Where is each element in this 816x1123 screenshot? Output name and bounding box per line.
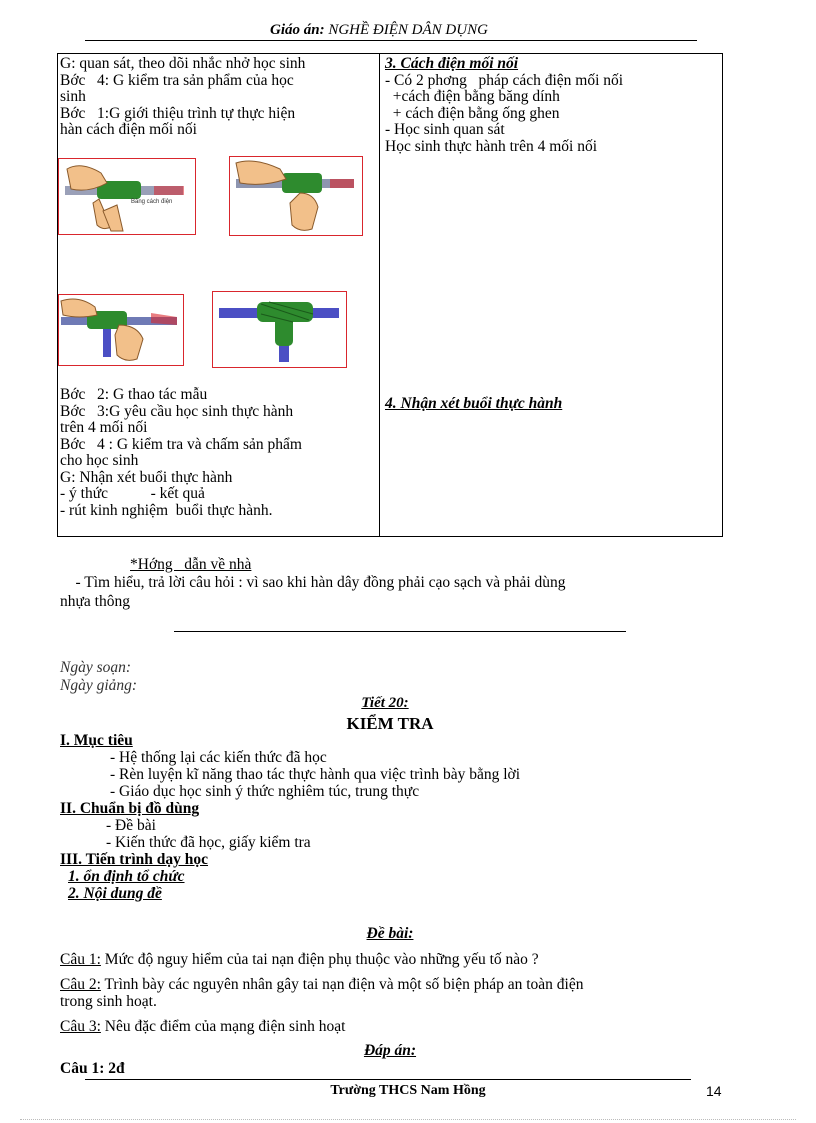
section-heading-4: 4. Nhận xét buổi thực hành	[385, 395, 563, 412]
header-title: NGHỀ ĐIỆN DÂN DỤNG	[324, 22, 488, 38]
left-line: Bớc 4 : G kiểm tra và chấm sản phẩm	[60, 435, 302, 453]
left-cell-top	[60, 56, 305, 139]
right-line: - Có 2 phơng pháp cách điện mối nối	[385, 71, 624, 89]
page-number: 14	[706, 1083, 722, 1099]
left-line: G: quan sát, theo dõi nhắc nhở học sinh	[60, 55, 306, 72]
procedure-step: 2. Nội dung đề	[68, 885, 162, 902]
table-column-divider	[379, 53, 380, 537]
illustration-tape-wrap-3	[58, 294, 184, 366]
homework-line: - Tìm hiểu, trả lời câu hỏi : vì sao khi hàn dây đồng phải cạo sạch và phải dùng	[60, 574, 566, 591]
header-rule	[85, 40, 697, 41]
procedure-step: 1. ổn định tổ chức	[68, 868, 185, 885]
right-line: - Học sinh quan sát	[385, 121, 505, 138]
footer-rule	[85, 1079, 691, 1080]
left-line: sinh	[60, 88, 86, 105]
question-text: Nêu đặc điểm của mạng điện sinh hoạt	[100, 1018, 346, 1035]
page-header	[270, 22, 488, 39]
left-line: Bớc 4: G kiểm tra sản phẩm của học	[60, 71, 294, 89]
right-line: +cách điện bằng băng dính	[385, 88, 560, 105]
illustration-tape-wrap-1	[58, 158, 196, 235]
objective-item: - Hệ thống lại các kiến thức đã học	[110, 749, 327, 766]
section-objectives: I. Mục tiêu	[60, 732, 133, 749]
lesson-title: KIỂM TRA	[346, 714, 434, 733]
objective-item: - Giáo dục học sinh ý thức nghiêm túc, trung thực	[110, 783, 420, 800]
page-edge	[20, 1119, 796, 1120]
question-label: Câu 2:	[60, 976, 101, 993]
question-2	[60, 976, 583, 993]
section-preparation: II. Chuẩn bị đồ dùng	[60, 800, 200, 817]
left-line: Bớc 3:G yêu cầu học sinh thực hành	[60, 402, 294, 420]
left-line: - rút kinh nghiệm buổi thực hành.	[60, 501, 273, 519]
header-prefix: Giáo án:	[270, 22, 325, 38]
tape-label: Băng cách điện	[131, 199, 173, 205]
date-prepared: Ngày soạn:	[60, 659, 132, 676]
question-label: Câu 1:	[60, 951, 101, 968]
left-line: G: Nhận xét buổi thực hành	[60, 468, 233, 486]
question-3	[60, 1018, 345, 1035]
left-line: - ý thức - kết quả	[60, 485, 205, 502]
question-2-cont: trong sinh hoạt.	[60, 993, 157, 1010]
finished-joint-image	[213, 292, 345, 366]
illustration-finished-t-joint	[212, 291, 347, 368]
question-label: Câu 3:	[60, 1018, 101, 1035]
preparation-item: - Đề bài	[106, 817, 156, 834]
answer-first: Câu 1: 2đ	[60, 1060, 125, 1077]
lesson-number: Tiết 20:	[361, 695, 409, 711]
right-cell	[385, 56, 623, 155]
hand-taping-image	[59, 159, 194, 233]
left-line: cho học sinh	[60, 452, 139, 469]
section-heading-3: 3. Cách điện mối nối	[385, 55, 519, 72]
hand-taping-image	[59, 295, 182, 364]
question-text: Trình bày các nguyên nhân gây tai nạn điện và một số biện pháp an toàn điện	[100, 976, 584, 993]
left-line: trên 4 mối nối	[60, 419, 148, 436]
objective-item: - Rèn luyện kĩ năng thao tác thực hành qua việc trình bày bằng lời	[110, 766, 521, 783]
left-line: Bớc 2: G thao tác mẫu	[60, 386, 208, 403]
preparation-item: - Kiến thức đã học, giấy kiểm tra	[106, 834, 311, 851]
footer-school: Trường THCS Nam Hồng	[330, 1083, 486, 1098]
homework-line: nhựa thông	[60, 593, 130, 610]
left-line: Bớc 1:G giới thiệu trình tự thực hiện	[60, 104, 296, 122]
answer-heading: Đáp án:	[363, 1042, 417, 1059]
right-line: + cách điện bằng ống ghen	[385, 104, 560, 122]
left-line: hàn cách điện mối nối	[60, 121, 197, 138]
right-line: Học sinh thực hành trên 4 mối nối	[385, 137, 598, 155]
hand-taping-image	[230, 157, 361, 234]
section-procedure: III. Tiến trình dạy học	[60, 851, 209, 868]
illustration-tape-wrap-2	[229, 156, 363, 236]
section-separator	[174, 631, 626, 632]
question-1	[60, 951, 539, 968]
homework-heading: *Hớng dẫn về nhà	[130, 556, 252, 573]
question-text: Mức độ nguy hiểm của tai nạn điện phụ thuộc vào những yếu tố nào ?	[100, 951, 539, 968]
date-taught: Ngày giảng:	[60, 677, 138, 694]
exam-heading: Đề bài:	[366, 925, 414, 942]
left-cell-bottom	[60, 387, 302, 519]
